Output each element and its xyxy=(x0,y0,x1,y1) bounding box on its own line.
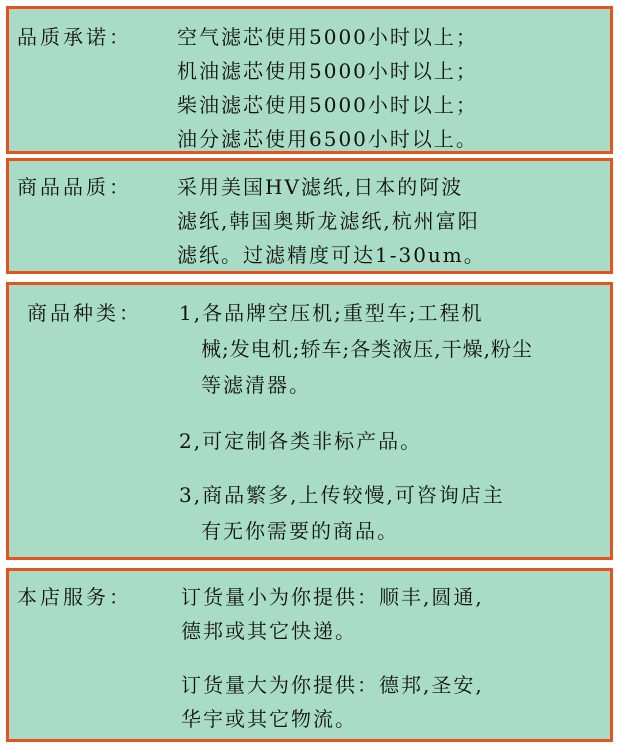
section-line: 订货量大为你提供：德邦,圣安, xyxy=(181,673,484,697)
section-line: 滤纸。过滤精度可达1-30um。 xyxy=(177,243,486,267)
section-quality-promise xyxy=(6,6,613,154)
section-label: 商品种类： xyxy=(27,301,142,325)
section-line: 油分滤芯使用6500小时以上。 xyxy=(177,127,478,151)
section-line: 3,商品繁多,上传较慢,可咨询店主 xyxy=(179,483,505,507)
section-label: 商品品质： xyxy=(17,175,132,199)
section-line: 1,各品牌空压机;重型车;工程机 xyxy=(179,301,484,325)
section-store-services xyxy=(6,568,613,742)
section-line: 订货量小为你提供：顺丰,圆通, xyxy=(181,585,484,609)
section-product-quality xyxy=(6,158,613,274)
section-line: 等滤清器。 xyxy=(201,373,311,397)
section-label: 本店服务： xyxy=(17,585,132,609)
section-line: 械;发电机;轿车;各类液压,干燥,粉尘 xyxy=(201,337,533,361)
section-product-types xyxy=(6,282,613,560)
section-line: 有无你需要的商品。 xyxy=(201,519,399,543)
section-label: 品质承诺： xyxy=(17,25,132,49)
section-line: 德邦或其它快递。 xyxy=(181,619,357,643)
section-line: 滤纸,韩国奥斯龙滤纸,杭州富阳 xyxy=(177,209,480,233)
section-line: 2,可定制各类非标产品。 xyxy=(179,429,423,453)
section-line: 采用美国HV滤纸,日本的阿波 xyxy=(177,175,464,199)
section-line: 柴油滤芯使用5000小时以上； xyxy=(177,93,478,117)
section-line: 机油滤芯使用5000小时以上； xyxy=(177,59,478,83)
section-line: 空气滤芯使用5000小时以上； xyxy=(177,25,478,49)
section-line: 华宇或其它物流。 xyxy=(181,707,357,731)
